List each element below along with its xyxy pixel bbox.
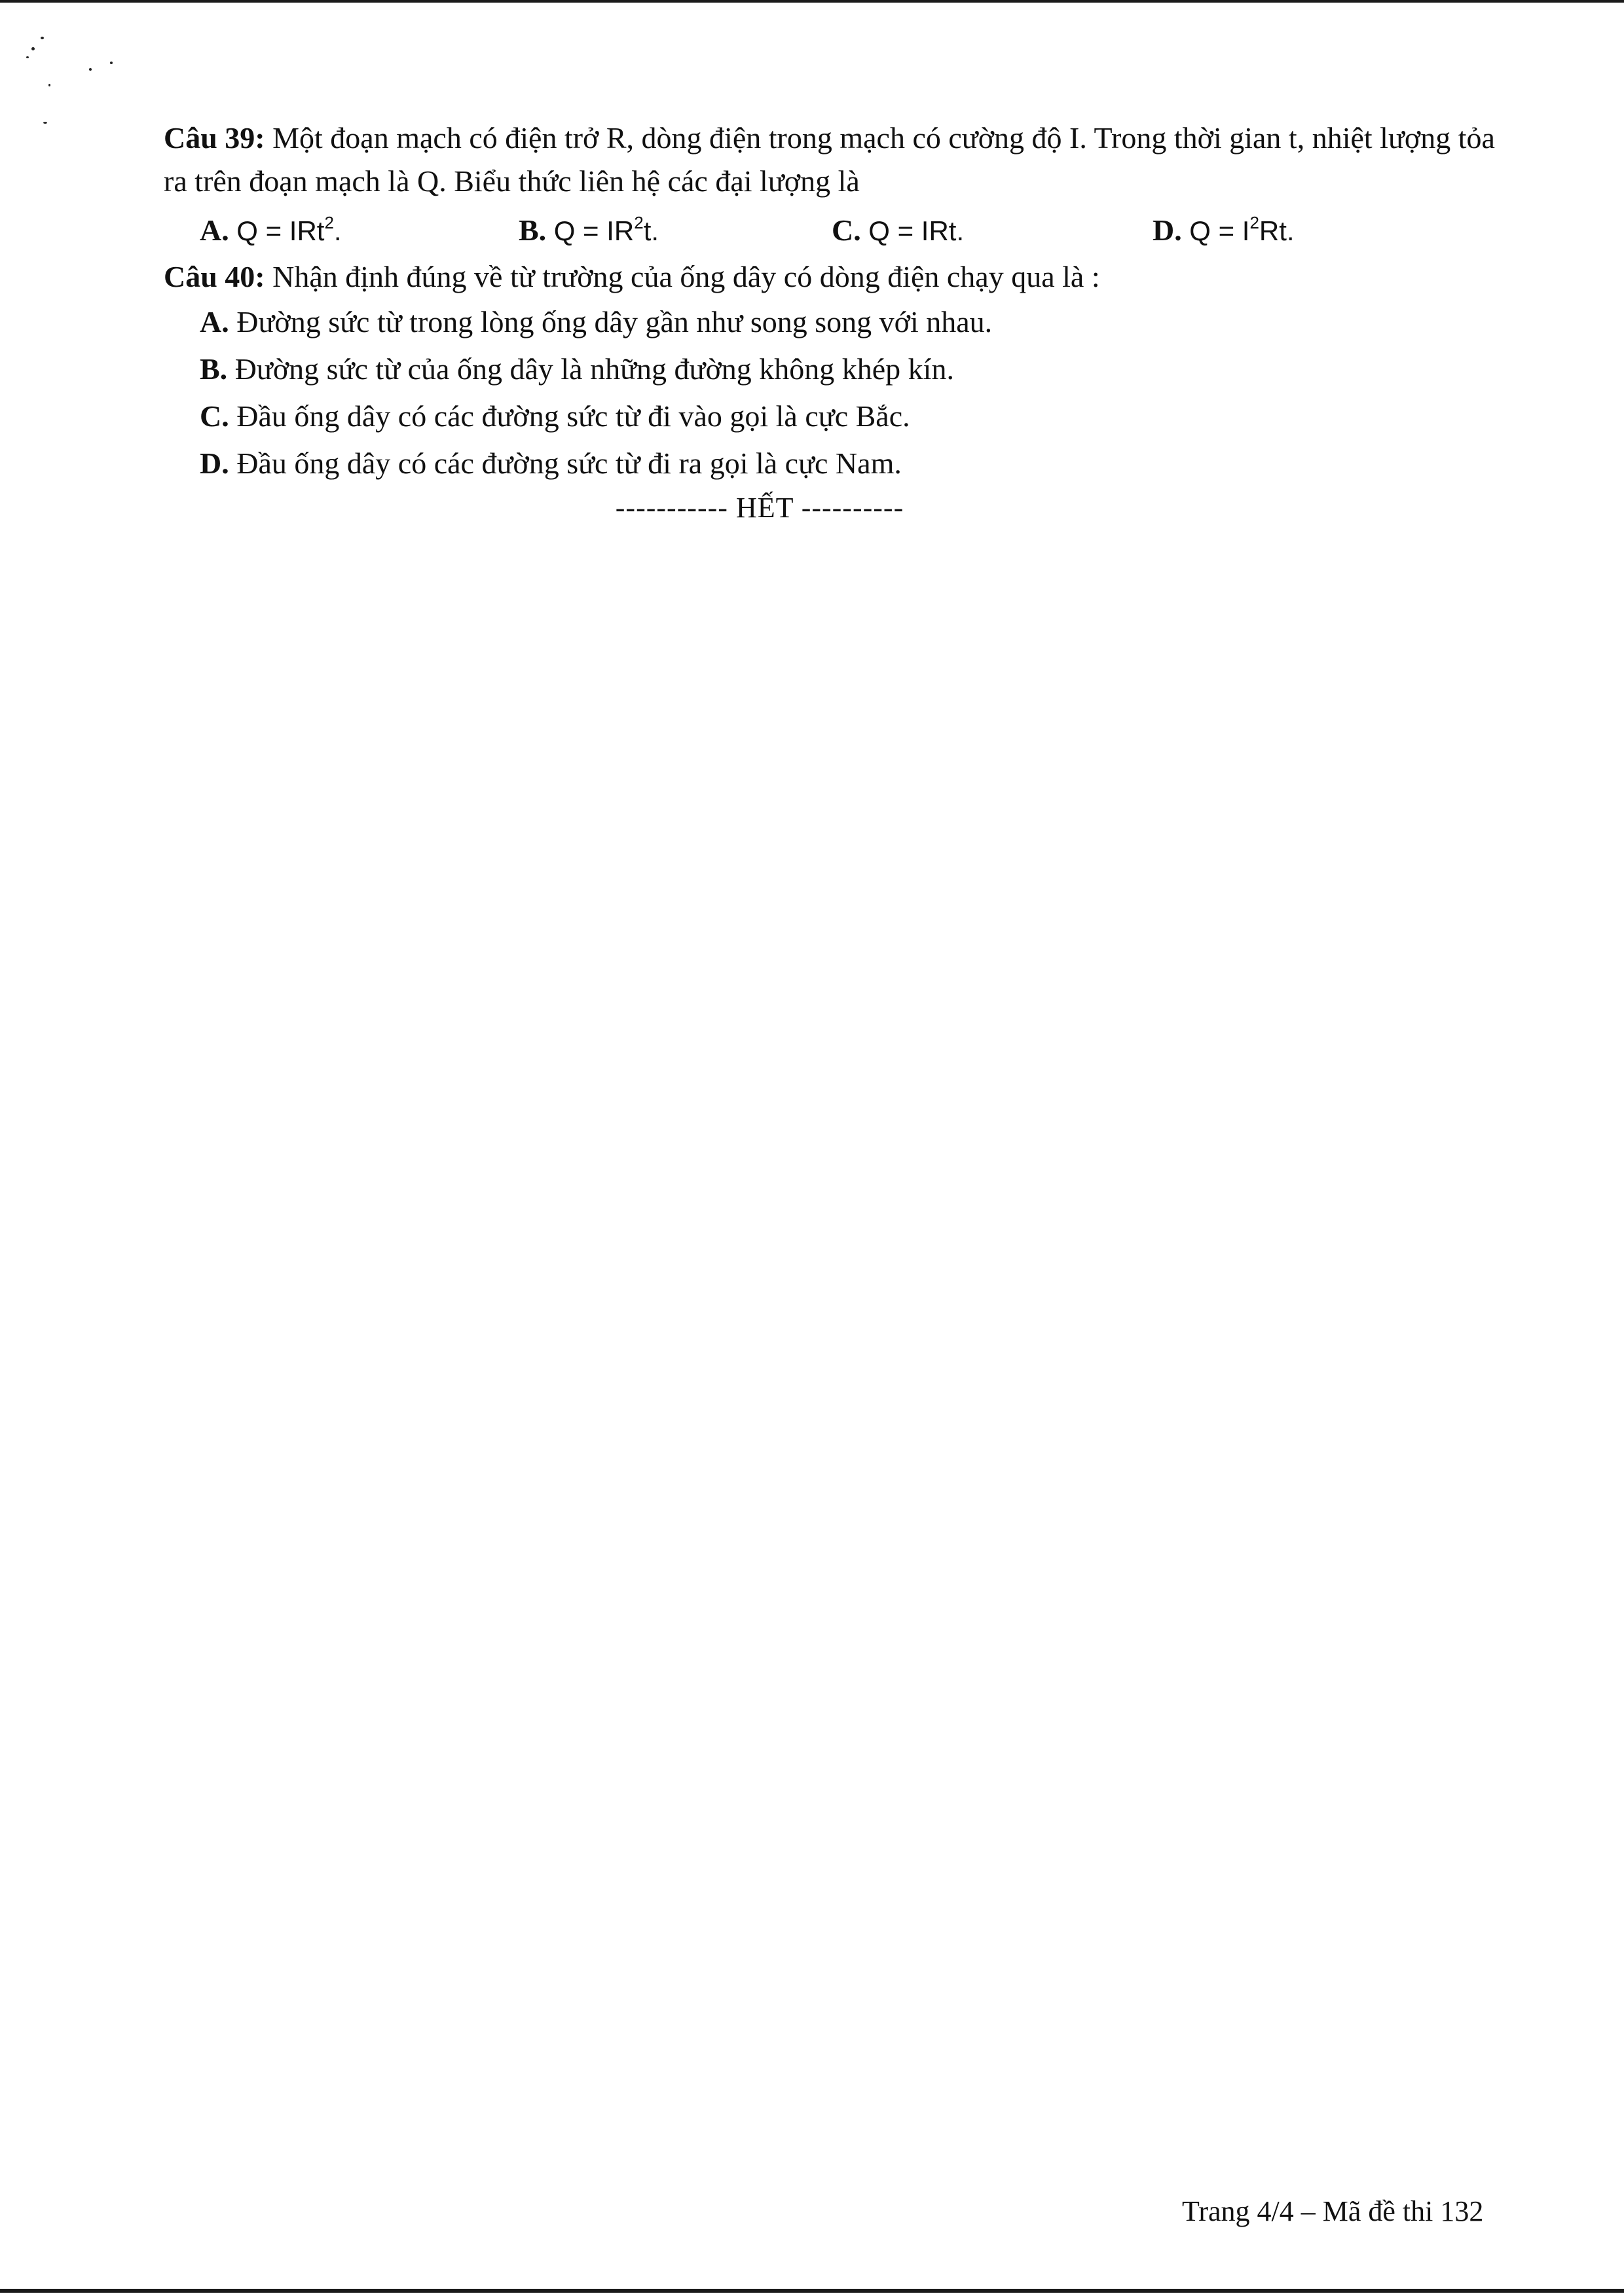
choice-letter: D. — [1153, 213, 1182, 247]
answer-choices-row — [164, 206, 1513, 255]
choice-text: Đường sức từ của ống dây là những đường không khép kín. — [227, 352, 954, 386]
answer-choice-a — [200, 299, 1513, 346]
scan-speck — [89, 68, 92, 71]
choice-letter: B. — [519, 213, 547, 247]
choice-formula — [554, 215, 659, 246]
choice-letter: C. — [200, 399, 229, 433]
answer-choice-d — [1153, 206, 1295, 256]
formula-part: Q = IRt. — [868, 215, 965, 246]
scan-speck — [110, 62, 113, 64]
choice-formula — [236, 215, 341, 246]
exam-content — [164, 117, 1513, 528]
top-border-line — [0, 0, 1624, 3]
question-stem: Một đoạn mạch có điện trở R, dòng điện trong mạch có cường độ I. Trong thời gian t, nhiệt lượng tỏa ra trên đoạn mạch là Q. Biểu thức liên hệ các đại lượng là — [164, 121, 1495, 198]
choice-letter: C. — [832, 213, 861, 247]
question-label: Câu 40: — [164, 260, 265, 293]
scan-speck — [43, 122, 47, 124]
formula-part: Rt. — [1259, 215, 1295, 246]
formula-part: Q = IR — [553, 215, 635, 246]
answer-choice-b — [200, 346, 1513, 393]
choice-letter: A. — [200, 213, 229, 247]
scan-speck — [41, 37, 44, 39]
choice-formula — [1189, 215, 1294, 246]
question-39 — [164, 117, 1513, 203]
formula-exponent: 2 — [634, 213, 644, 232]
formula-exponent: 2 — [324, 213, 334, 232]
choice-letter: B. — [200, 352, 228, 386]
scan-speck — [48, 84, 50, 86]
answer-choice-c — [200, 393, 1513, 440]
answer-choice-a — [200, 206, 342, 256]
answer-choice-b — [519, 206, 659, 256]
choice-text: Đầu ống dây có các đường sức từ đi vào gọi là cực Bắc. — [229, 399, 910, 433]
question-label: Câu 39: — [164, 121, 265, 155]
choice-text: Đầu ống dây có các đường sức từ đi ra gọi là cực Nam. — [229, 446, 902, 480]
formula-part: Q = IRt — [236, 215, 325, 246]
scan-speck — [26, 56, 29, 58]
choice-letter: A. — [200, 305, 229, 338]
question-stem: Nhận định đúng về từ trường của ống dây có dòng điện chạy qua là : — [265, 260, 1100, 293]
formula-part: Q = I — [1189, 215, 1250, 246]
answer-choice-c — [832, 206, 964, 256]
page-footer: Trang 4/4 – Mã đề thi 132 — [1182, 2195, 1484, 2227]
end-of-exam-marker: ----------- HẾT ---------- — [615, 492, 904, 524]
choice-formula — [868, 215, 964, 246]
formula-part: . — [333, 215, 342, 246]
scan-speck — [31, 47, 35, 50]
formula-part: t. — [643, 215, 659, 246]
formula-exponent: 2 — [1249, 213, 1259, 232]
choice-letter: D. — [200, 446, 229, 480]
question-40 — [164, 255, 1513, 299]
choice-text: Đường sức từ trong lòng ống dây gần như song song với nhau. — [229, 305, 993, 338]
answer-choice-d — [200, 440, 1513, 487]
bottom-border-line — [0, 2289, 1624, 2293]
